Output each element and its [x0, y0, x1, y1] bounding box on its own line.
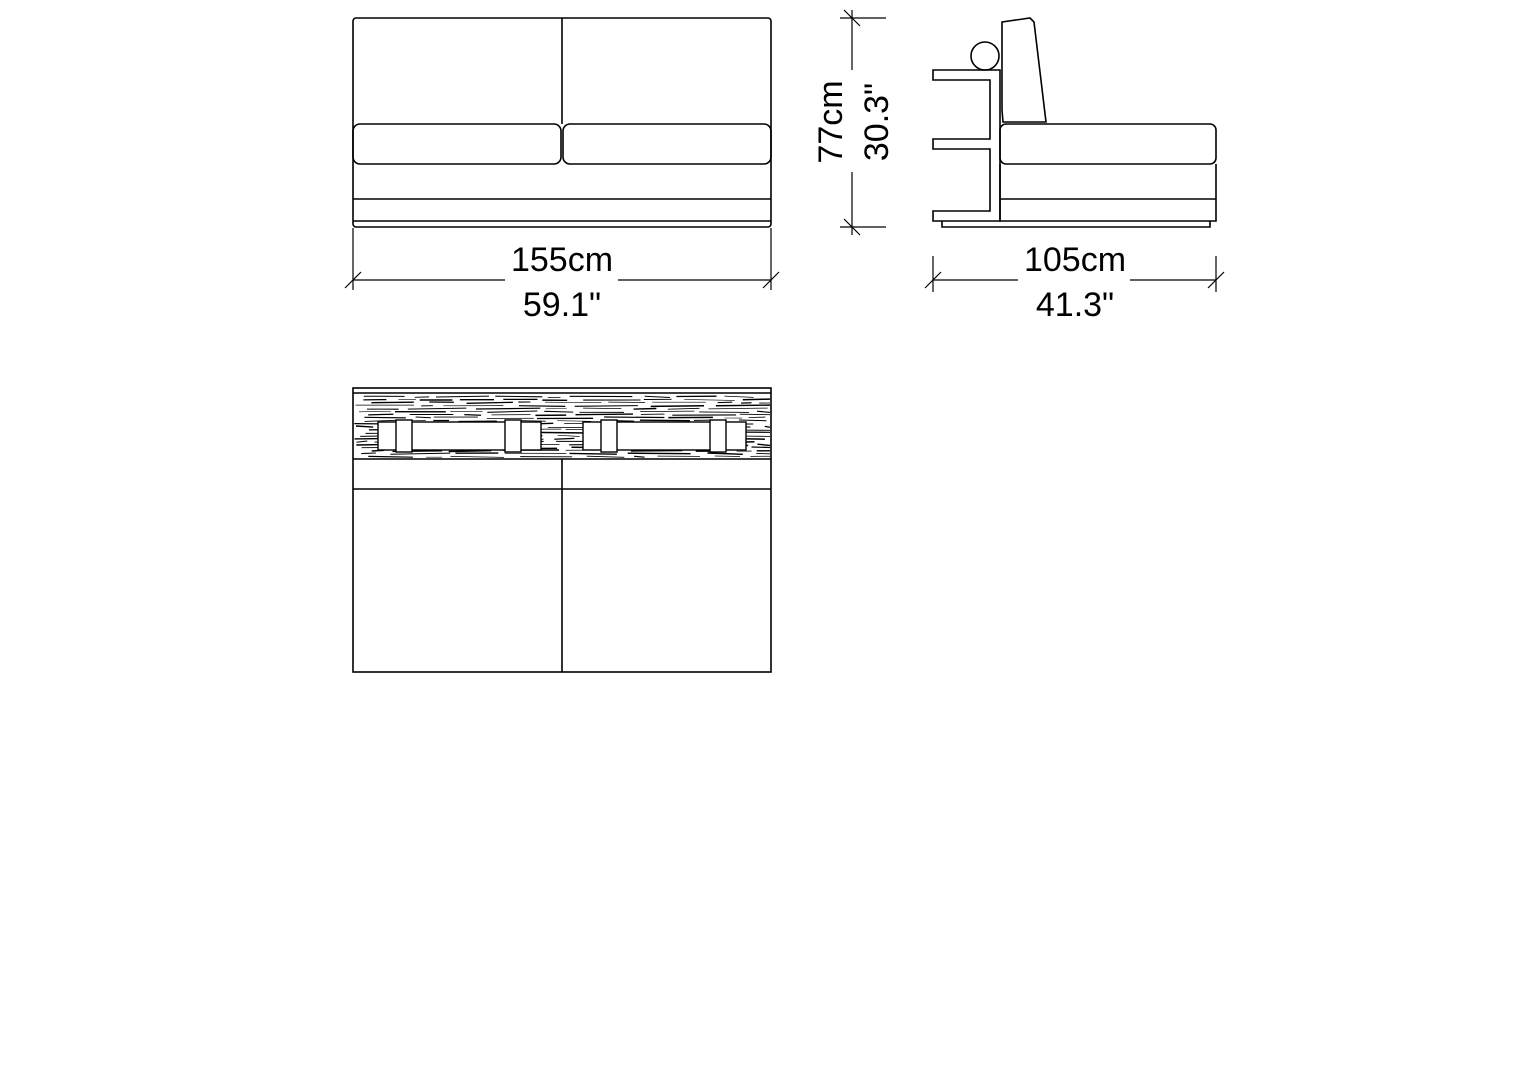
depth-dimension: [925, 241, 1224, 324]
top-bolster-left: [378, 420, 541, 452]
width-imperial-label: 59.1": [522, 286, 602, 324]
front-view: [353, 18, 771, 227]
depth-imperial-label: 41.3": [1035, 286, 1115, 324]
height-dimension: [812, 10, 896, 235]
height-imperial-label: 30.3": [858, 82, 896, 162]
side-view: [933, 18, 1216, 227]
front-cushion-left: [353, 124, 561, 164]
width-metric-label: 155cm: [510, 241, 614, 279]
front-cushion-right: [563, 124, 771, 164]
side-seat-base: [1000, 164, 1216, 221]
side-bolster: [971, 42, 999, 70]
side-back-cushion: [1002, 18, 1046, 122]
top-bolster-right: [583, 420, 746, 452]
top-view: [353, 388, 771, 672]
side-seat-cushion: [1000, 124, 1216, 164]
height-metric-label: 77cm: [812, 80, 850, 164]
side-back-frame: [933, 70, 1000, 221]
depth-metric-label: 105cm: [1023, 241, 1127, 279]
side-plinth: [942, 221, 1210, 227]
width-dimension: [345, 228, 779, 324]
